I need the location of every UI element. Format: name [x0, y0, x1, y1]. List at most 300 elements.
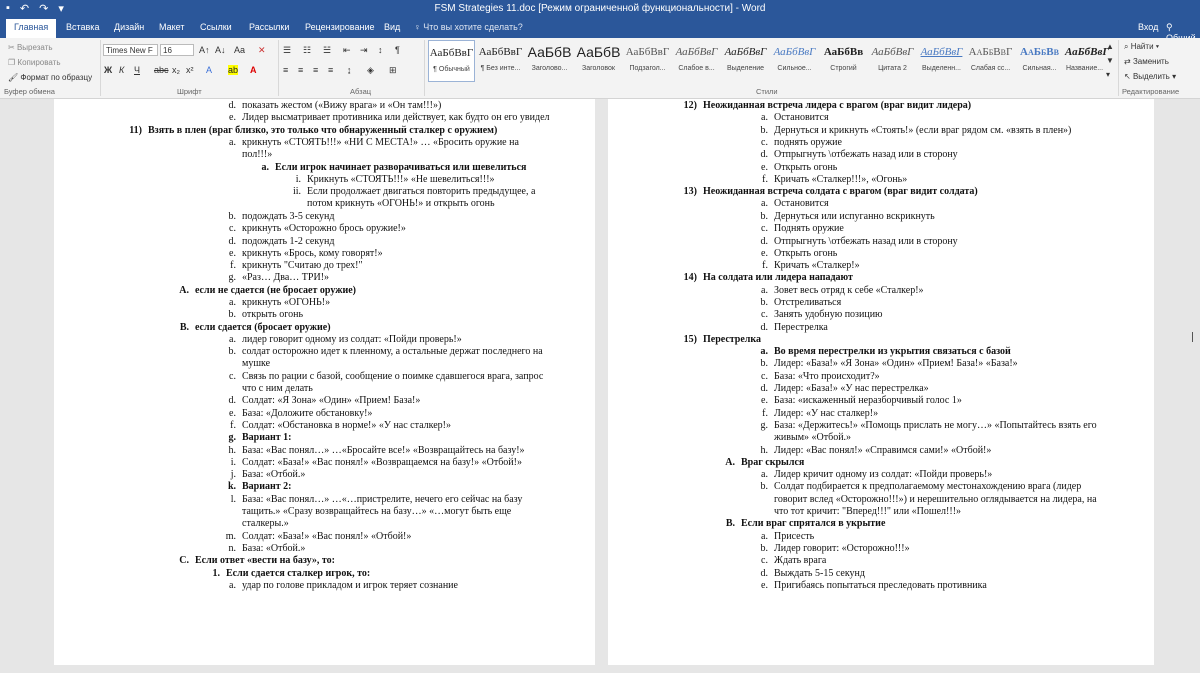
list-item — [725, 518, 886, 530]
multilevel-list-icon[interactable]: ☱ — [323, 45, 332, 55]
style-name: Название... — [1065, 65, 1104, 72]
list-text: Дернуться или испуганно вскрикнуть — [774, 211, 935, 222]
style-intense-quote[interactable] — [918, 40, 965, 82]
style-preview: АаБбВвГ — [724, 46, 767, 58]
list-label: b. — [760, 358, 768, 369]
list-text: крикнуть «СТОЯТЬ!!!» «НИ С МЕСТА!» … «Бросить оружие на — [242, 137, 519, 148]
style-intense-reference[interactable] — [1016, 40, 1063, 82]
list-item — [228, 346, 543, 358]
list-text: Пригибаясь попытаться преследовать противника — [774, 580, 987, 591]
list-text: Если сдается сталкер игрок, то: — [226, 568, 371, 579]
list-item — [242, 383, 313, 395]
style-preview: АаБбВвГ — [478, 46, 523, 58]
list-label: a. — [229, 334, 236, 345]
list-item — [760, 481, 1082, 493]
find-button[interactable] — [1124, 42, 1159, 52]
list-item — [229, 297, 331, 309]
list-text: Связь по рации с базой, сообщение о поимке сдавшегося врага, запрос — [242, 371, 544, 382]
list-item — [762, 174, 908, 186]
chevron-down-icon: ▾ — [1169, 72, 1177, 81]
ribbon — [0, 38, 1200, 99]
list-item — [761, 223, 844, 235]
list-label: c. — [761, 309, 768, 320]
list-label: c. — [761, 371, 768, 382]
list-item — [229, 408, 373, 420]
style-name: ¶ Обычный — [433, 66, 470, 73]
style-subtle-reference[interactable] — [967, 40, 1014, 82]
numbering-icon[interactable]: ☷ — [303, 45, 312, 55]
styles-more-icon[interactable]: ▾ — [1106, 70, 1111, 79]
align-left-icon[interactable]: ≡ — [283, 65, 289, 75]
list-text: Солдат: «Обстановка в норме!» «У нас сталкер!» — [242, 420, 451, 431]
list-text: Отпрыгнуть \отбежать назад или в сторону — [774, 149, 958, 160]
list-item — [242, 518, 289, 530]
list-item — [760, 322, 828, 334]
list-text: что с ним делать — [242, 383, 313, 394]
list-text: Если враг спрятался в укрытие — [741, 518, 886, 529]
tab-references[interactable]: Ссылки — [200, 22, 232, 32]
tab-home[interactable]: Главная — [6, 19, 56, 38]
list-label: b. — [760, 543, 768, 554]
list-item — [774, 506, 961, 518]
list-label: i. — [295, 174, 301, 185]
group-divider — [100, 40, 101, 96]
list-text: крикнуть «ОГОНЬ!» — [242, 297, 331, 308]
style-intense-emphasis[interactable] — [771, 40, 818, 82]
grow-font-icon[interactable]: A↑ — [199, 45, 210, 55]
list-item — [228, 395, 421, 407]
list-item — [229, 248, 383, 260]
italic-icon[interactable]: К — [119, 65, 125, 75]
list-item — [228, 309, 304, 321]
list-text: Лидер: «У нас сталкер!» — [774, 408, 879, 419]
style-emphasis[interactable] — [722, 40, 769, 82]
list-text: На солдата или лидера нападают — [703, 272, 853, 283]
font-group-label: Шрифт — [177, 87, 202, 96]
list-item — [229, 137, 519, 149]
list-item — [212, 568, 371, 580]
document-page-left[interactable] — [54, 99, 595, 665]
list-label: d. — [228, 236, 236, 247]
style-preview: АаБбВ — [576, 44, 621, 60]
list-item — [230, 457, 522, 469]
style-subtitle[interactable] — [624, 40, 671, 82]
style-heading-2[interactable] — [575, 40, 622, 82]
style-preview: АаБбВвГ — [429, 47, 474, 59]
list-label: b. — [760, 125, 768, 136]
list-item — [761, 395, 962, 407]
list-item — [230, 260, 363, 272]
style-preview: АаБбВвГ — [773, 46, 816, 58]
undo-icon[interactable]: ↶ — [19, 3, 30, 15]
style-name: Слабая сс... — [970, 65, 1011, 72]
list-item — [761, 309, 883, 321]
find-label: Найти — [1130, 42, 1154, 51]
style-name: Слабое в... — [678, 65, 715, 72]
list-text: База: «Отбой.» — [242, 469, 306, 480]
list-label: j. — [230, 469, 236, 480]
list-text: удар по голове прикладом и игрок теряет сознание — [242, 580, 458, 591]
list-item — [683, 186, 978, 198]
list-item — [228, 100, 442, 112]
group-divider — [1118, 40, 1119, 96]
list-label: a. — [229, 580, 236, 591]
list-item — [230, 469, 306, 481]
list-item — [761, 162, 838, 174]
list-item — [230, 420, 451, 432]
list-text: Если игрок начинает разворачиваться или шевелиться — [275, 162, 527, 173]
list-text: Отстреливаться — [774, 297, 842, 308]
list-text: если не сдается (не бросает оружие) — [195, 285, 356, 296]
list-text: База: «Держитесь!» «Помощь прислать не могу…» «Попытайтесь взять его — [774, 420, 1097, 431]
style-preview: АаБбВвГ — [625, 46, 670, 58]
list-label: 13) — [683, 186, 697, 197]
group-divider — [278, 40, 279, 96]
increase-indent-icon[interactable]: ⇥ — [360, 45, 368, 55]
list-item — [229, 580, 458, 592]
list-text: Лидер высматривает противника или действует, как будто он его увидел — [242, 112, 550, 123]
sign-in-link[interactable]: Вход — [1138, 22, 1159, 32]
list-label: d. — [760, 322, 768, 333]
font-name-box[interactable]: Times New F — [103, 44, 158, 56]
list-text: Открыть огонь — [774, 248, 838, 259]
style-name: Выделение — [726, 65, 765, 72]
style-name: Заголовок — [582, 65, 615, 72]
change-case-icon[interactable]: Aa — [234, 45, 246, 55]
list-item — [725, 457, 805, 469]
customize-qat-icon[interactable]: ▾ — [58, 3, 64, 15]
bold-icon[interactable]: Ж — [104, 65, 113, 75]
list-item — [229, 223, 406, 235]
list-text: если сдается (бросает оружие) — [195, 322, 331, 333]
list-item — [179, 285, 356, 297]
list-text: Если ответ «вести на базу», то: — [195, 555, 336, 566]
list-label: d. — [760, 236, 768, 247]
list-text: Взять в плен (враг близко, это только что обнаруженный сталкер с оружием) — [148, 125, 498, 136]
list-text: крикнуть "Считаю до трех!" — [242, 260, 363, 271]
window-title: FSM Strategies 11.doc [Режим ограниченной функциональности] - Word — [434, 3, 766, 14]
list-item — [760, 236, 958, 248]
list-label: n. — [228, 543, 236, 554]
list-label: b. — [228, 309, 236, 320]
list-text: пол!!!» — [242, 149, 273, 160]
list-item — [179, 555, 336, 567]
title-bar — [0, 0, 1200, 18]
tell-me-box[interactable] — [414, 22, 523, 32]
list-text: солдат осторожно идет к пленному, а остальные держат последнего на — [242, 346, 543, 357]
list-text: Зовет весь отряд к себе «Сталкер!» — [774, 285, 924, 296]
style-strong[interactable] — [820, 40, 867, 82]
list-text: сталкеры.» — [242, 518, 289, 529]
list-text: Кричать «Сталкер!» — [774, 260, 860, 271]
list-item — [307, 198, 495, 210]
list-item — [229, 371, 544, 383]
replace-label: Заменить — [1132, 57, 1169, 66]
style-name: Сильная... — [1022, 65, 1057, 72]
list-text: База: «Доложите обстановку!» — [242, 408, 373, 419]
style-subtle-emphasis[interactable] — [673, 40, 720, 82]
style-name: ¶ Без инте... — [480, 65, 521, 72]
list-label: ii. — [292, 186, 301, 197]
replace-button[interactable] — [1124, 57, 1169, 66]
tab-layout[interactable]: Макет — [159, 22, 185, 32]
text-effects-icon[interactable]: A — [206, 65, 213, 75]
document-page-right[interactable] — [608, 99, 1154, 665]
list-label: k. — [227, 481, 236, 492]
copy-button[interactable] — [8, 58, 60, 67]
list-label: f. — [762, 260, 768, 271]
list-text: Солдат: «Я Зона» «Один» «Прием! База!» — [242, 395, 421, 406]
find-icon: ⌕ — [1124, 42, 1131, 51]
tab-insert[interactable]: Вставка — [66, 22, 100, 32]
format-painter-button[interactable] — [8, 73, 92, 82]
styles-scroll-down-icon[interactable]: ▼ — [1106, 56, 1114, 65]
select-label: Выделить — [1132, 72, 1170, 81]
font-size-box[interactable]: 16 — [160, 44, 194, 56]
list-text: Если продолжает двигаться повторить предыдущее, а — [307, 186, 536, 197]
subscript-icon[interactable]: x₂ — [172, 65, 180, 75]
list-item — [761, 371, 880, 383]
list-label: d. — [760, 568, 768, 579]
list-text: Ждать врага — [774, 555, 827, 566]
list-label: A. — [179, 285, 189, 296]
list-item — [179, 322, 331, 334]
list-label: A. — [725, 457, 735, 468]
list-label: c. — [761, 555, 768, 566]
style-name: Выделенн... — [922, 65, 961, 72]
list-label: c. — [761, 223, 768, 234]
list-label: h. — [760, 445, 768, 456]
copy-icon: ❐ — [8, 58, 18, 67]
list-text: Отпрыгнуть \отбежать назад или в сторону — [774, 236, 958, 247]
styles-scroll-up-icon[interactable]: ▲ — [1106, 42, 1114, 51]
list-label: l. — [230, 494, 236, 505]
styles-gallery — [428, 40, 1110, 84]
list-item — [760, 445, 992, 457]
sort-icon[interactable]: ↕ — [378, 45, 383, 55]
group-divider — [424, 40, 425, 96]
list-item — [229, 334, 462, 346]
style-name: Подзагол... — [629, 65, 666, 72]
list-text: тащить.» «Сразу возвращайтесь на базу…» «…могут быть еще — [242, 506, 512, 517]
list-text: мушке — [242, 358, 271, 369]
style-name: Строгий — [830, 65, 857, 72]
superscript-icon[interactable]: x² — [186, 65, 194, 75]
style-preview: АаБбВвГ — [675, 46, 718, 58]
font-color-icon[interactable]: A — [250, 65, 257, 75]
shrink-font-icon[interactable]: A↓ — [215, 45, 226, 55]
list-text: Выждать 5-15 секунд — [774, 568, 865, 579]
list-text: Крикнуть «СТОЯТЬ!!!» «Не шевелиться!!!» — [307, 174, 495, 185]
list-item — [228, 272, 330, 284]
list-item — [760, 543, 910, 555]
highlight-icon[interactable]: ab — [228, 65, 239, 75]
list-item — [225, 531, 412, 543]
align-right-icon[interactable]: ≡ — [313, 65, 319, 75]
list-text: Открыть огонь — [774, 162, 838, 173]
tab-design[interactable]: Дизайн — [114, 22, 145, 32]
list-label: b. — [760, 211, 768, 222]
list-text: Неожиданная встреча солдата с врагом (враг видит солдата) — [703, 186, 978, 197]
list-item — [292, 186, 536, 198]
list-text: Солдат: «База!» «Вас понял!» «Возвращаемся на базу!» «Отбой!» — [242, 457, 522, 468]
list-item — [760, 568, 865, 580]
list-text: показать жестом («Вижу врага» и «Он там!!!») — [242, 100, 442, 111]
cut-label: Вырезать — [16, 43, 53, 52]
list-text: Поднять оружие — [774, 223, 844, 234]
list-text: крикнуть «Осторожно брось оружие!» — [242, 223, 406, 234]
list-item — [762, 408, 879, 420]
list-text: Во время перестрелки из укрытия связаться с базой — [774, 346, 1011, 357]
style-quote-2[interactable] — [869, 40, 916, 82]
list-text: открыть огонь — [242, 309, 304, 320]
list-item — [761, 112, 829, 124]
style-preview: АаБбВвГ — [920, 46, 963, 58]
underline-icon[interactable]: Ч — [134, 65, 140, 75]
text-cursor-icon — [1192, 332, 1193, 342]
list-text: Лидер: «Вас понял!» «Справимся сами!» «Отбой!» — [774, 445, 992, 456]
list-label: d. — [228, 395, 236, 406]
list-label: 1. — [212, 568, 220, 579]
list-item — [242, 149, 272, 161]
list-label: g. — [760, 420, 768, 431]
list-text: База: «Вас понял…» …«Бросайте все!» «Возвращайтесь на базу!» — [242, 445, 525, 456]
list-text: Лидер говорит: «Осторожно!!!» — [774, 543, 910, 554]
list-label: d. — [228, 100, 236, 111]
list-text: Вариант 2: — [242, 481, 292, 492]
cut-button[interactable] — [8, 43, 53, 52]
bullets-icon[interactable]: ☰ — [283, 45, 292, 55]
list-item — [229, 112, 550, 124]
list-text: Солдат: «База!» «Вас понял!» «Отбой!» — [242, 531, 412, 542]
line-spacing-icon[interactable]: ↨ — [347, 65, 352, 75]
style-preview: АаБбВв — [1020, 46, 1059, 58]
list-label: e. — [761, 162, 768, 173]
list-text: Занять удобную позицию — [774, 309, 883, 320]
decrease-indent-icon[interactable]: ⇤ — [343, 45, 351, 55]
list-text: потом крикнуть «ОГОНЬ!» и открыть огонь — [307, 198, 495, 209]
list-label: a. — [761, 469, 768, 480]
list-text: База: «Отбой.» — [242, 543, 306, 554]
style-no-spacing[interactable] — [477, 40, 524, 82]
justify-icon[interactable]: ≡ — [328, 65, 334, 75]
list-item — [683, 272, 853, 284]
list-label: i. — [230, 457, 236, 468]
list-item — [295, 174, 495, 186]
list-text: Вариант 1: — [242, 432, 292, 443]
ribbon-tabs — [0, 18, 1200, 38]
list-text: живым» «Отбой.» — [774, 432, 852, 443]
borders-icon[interactable]: ⊞ — [389, 65, 397, 75]
shading-icon[interactable]: ◈ — [367, 65, 374, 75]
save-icon[interactable]: ▪ — [6, 2, 10, 14]
list-label: e. — [229, 408, 236, 419]
select-button[interactable] — [1124, 72, 1176, 81]
list-label: 11) — [129, 125, 142, 136]
list-item — [228, 236, 335, 248]
list-label: a. — [261, 162, 269, 173]
list-text: База: «Что происходит?» — [774, 371, 880, 382]
list-text: Присесть — [774, 531, 815, 542]
list-text: База: «Вас понял…» …«…пристрелите, нечего его сейчас на базу — [242, 494, 523, 505]
list-text: Перестрелка — [774, 322, 828, 333]
list-label: B. — [725, 518, 735, 529]
replace-icon: ⇄ — [1124, 57, 1133, 66]
list-text: Кричать «Сталкер!!!», «Огонь» — [774, 174, 908, 185]
list-label: f. — [230, 260, 236, 271]
list-item — [760, 149, 958, 161]
list-item — [228, 211, 335, 223]
tab-view[interactable]: Вид — [384, 22, 401, 32]
select-icon: ↖ — [1124, 72, 1133, 81]
list-item — [761, 198, 829, 210]
list-label: a. — [760, 346, 768, 357]
list-label: d. — [760, 383, 768, 394]
list-item — [242, 506, 511, 518]
show-marks-icon[interactable]: ¶ — [395, 45, 400, 55]
list-text: поднять оружие — [774, 137, 842, 148]
list-label: B. — [179, 322, 189, 333]
list-label: a. — [761, 112, 768, 123]
list-text: Лидер кричит одному из солдат: «Пойди проверь!» — [774, 469, 993, 480]
list-item — [760, 125, 1072, 137]
list-item — [683, 334, 762, 346]
list-label: e. — [761, 248, 768, 259]
style-title[interactable] — [1065, 40, 1110, 82]
list-label: 14) — [683, 272, 697, 283]
list-label: m. — [225, 531, 236, 542]
list-label: a. — [229, 137, 236, 148]
list-text: Дернуться и крикнуть «Стоять!» (если враг рядом см. «взять в плен») — [774, 125, 1072, 136]
list-item — [761, 580, 987, 592]
tell-me-text: Что вы хотите сделать? — [423, 22, 523, 32]
list-text: Лидер: «База!» «Я Зона» «Один» «Прием! База!» «База!» — [774, 358, 1018, 369]
list-item — [760, 297, 842, 309]
style-preview: АаБбВвГ — [871, 46, 914, 58]
list-label: e. — [229, 112, 236, 123]
list-text: говорит вслед «Осторожно!!!») и нерешительно оглядывается на лидера, на — [774, 494, 1097, 505]
list-item — [761, 555, 827, 567]
list-label: c. — [761, 137, 768, 148]
redo-icon[interactable]: ↷ — [39, 3, 49, 15]
align-center-icon[interactable]: ≡ — [298, 65, 304, 75]
brush-icon: 🖌 — [8, 73, 21, 82]
list-label: a. — [229, 297, 236, 308]
tab-review[interactable]: Рецензирование — [305, 22, 375, 32]
list-text: Неожиданная встреча лидера с врагом (враг видит лидера) — [703, 100, 972, 111]
styles-group-label: Стили — [756, 87, 778, 96]
list-item — [774, 494, 1097, 506]
style-preview: АаБбВвГ — [968, 46, 1013, 58]
list-item — [761, 531, 815, 543]
clear-formatting-icon[interactable]: ✕ — [258, 45, 266, 55]
list-label: b. — [760, 297, 768, 308]
list-item — [760, 420, 1097, 432]
list-label: g. — [228, 272, 236, 283]
strikethrough-icon[interactable]: abc — [154, 65, 169, 75]
tab-mailings[interactable]: Рассылки — [249, 22, 290, 32]
list-text: крикнуть «Брось, кому говорят!» — [242, 248, 383, 259]
chevron-down-icon: ▾ — [1153, 42, 1160, 51]
list-item — [242, 358, 270, 370]
style-heading-1[interactable] — [526, 40, 573, 82]
style-name: Сильное... — [777, 65, 812, 72]
list-item — [761, 285, 924, 297]
list-item — [762, 260, 860, 272]
style-name: Заголово... — [531, 65, 568, 72]
list-item — [760, 383, 929, 395]
style-normal[interactable] — [428, 40, 475, 82]
